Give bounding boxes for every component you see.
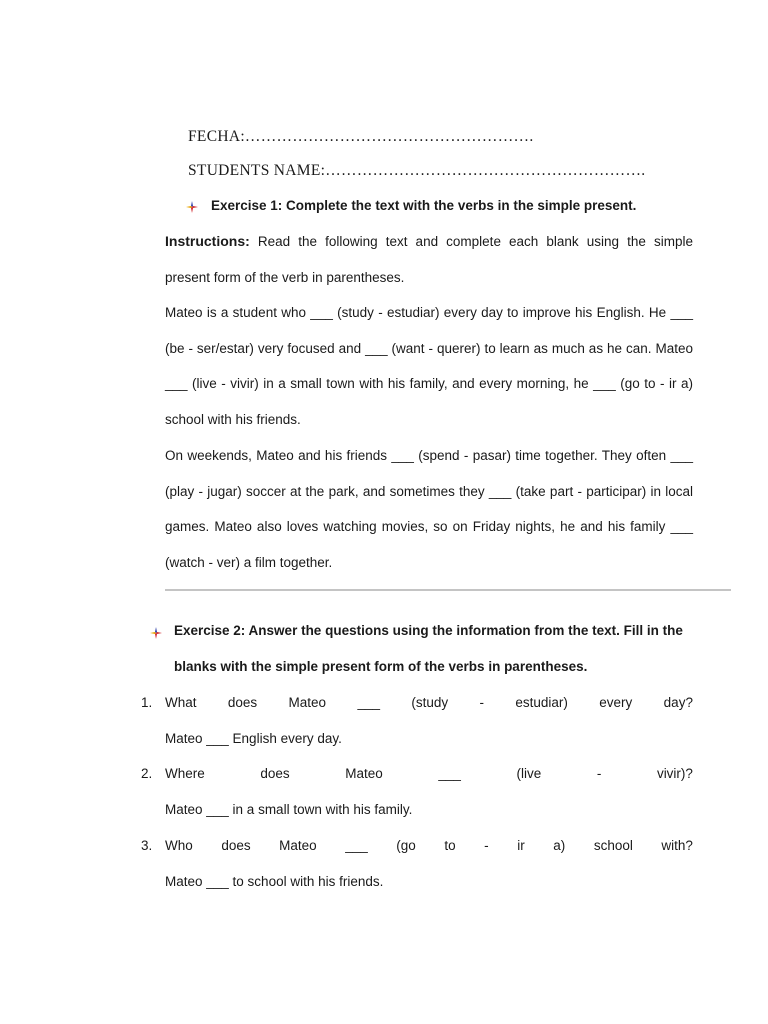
- question-3: [165, 828, 693, 864]
- question-word: does: [260, 766, 290, 781]
- section-divider: [165, 589, 731, 591]
- question-word: estudiar): [515, 695, 568, 710]
- question-word: to: [444, 838, 456, 853]
- question-number: 2.: [141, 766, 153, 781]
- answer-2: Mateo ___ in a small town with his family.: [165, 802, 413, 817]
- instructions-text: Read the following text and complete each blank using the simple present form of the verb in parentheses.: [165, 234, 693, 285]
- answer-3: Mateo ___ to school with his friends.: [165, 874, 384, 889]
- question-word: school: [593, 838, 633, 853]
- question-word: does: [221, 838, 251, 853]
- question-word: ir: [517, 838, 525, 853]
- question-word: (go: [396, 838, 416, 853]
- exercise1-heading: Exercise 1: Complete the text with the verbs in the simple present.: [211, 198, 637, 213]
- question-word: every: [599, 695, 633, 710]
- star-bullet-icon: [150, 627, 162, 639]
- question-2: [165, 756, 693, 792]
- question-word: ___: [438, 766, 461, 781]
- answer-1: Mateo ___ English every day.: [165, 731, 342, 746]
- question-word: Mateo: [288, 695, 327, 710]
- question-word: vivir)?: [656, 766, 693, 781]
- question-1: [165, 685, 693, 721]
- student-name-line: STUDENTS NAME:…………………………………………………….: [188, 162, 646, 179]
- question-word: ___: [357, 695, 380, 710]
- question-word: day?: [663, 695, 693, 710]
- question-word: ___: [345, 838, 368, 853]
- question-word: does: [227, 695, 258, 710]
- exercise1-paragraph-2: On weekends, Mateo and his friends ___ (spend - pasar) time together. They often ___ (play - jugar) soccer at the park, and sometimes they ___ (take part - participar) in local games. Mateo also loves watching movies, so on Friday nights, he and his family ___ (watch - ver) a film together.: [165, 448, 693, 570]
- question-word: What: [165, 695, 197, 710]
- question-word: Where: [165, 766, 205, 781]
- question-word: Who: [165, 838, 193, 853]
- date-line: FECHA:……………………………………………….: [188, 128, 534, 145]
- exercise2-heading-line1: Exercise 2: Answer the questions using the information from the text. Fill in the: [174, 623, 683, 638]
- question-word: with?: [661, 838, 693, 853]
- question-word: (live: [516, 766, 542, 781]
- question-word: Mateo: [279, 838, 317, 853]
- question-word: Mateo: [345, 766, 383, 781]
- question-number: 3.: [141, 838, 153, 853]
- star-bullet-icon: [186, 201, 198, 213]
- question-number: 1.: [141, 695, 153, 710]
- question-word: -: [596, 766, 602, 781]
- exercise1-paragraph-1: Mateo is a student who ___ (study - estudiar) every day to improve his English. He ___ (be - ser/estar) very focused and ___ (want - querer) to learn as much as he can. Mateo ___ (live - vivir) in a small town with his family, and every morning, he ___ (go to - ir a) school with his friends.: [165, 305, 693, 427]
- question-word: (study: [411, 695, 449, 710]
- question-word: -: [484, 838, 489, 853]
- exercise2-heading-line2: blanks with the simple present form of the verbs in parentheses.: [174, 659, 588, 674]
- question-word: -: [479, 695, 484, 710]
- instructions-label: Instructions:: [165, 233, 250, 249]
- instructions: [165, 224, 693, 295]
- question-word: a): [553, 838, 566, 853]
